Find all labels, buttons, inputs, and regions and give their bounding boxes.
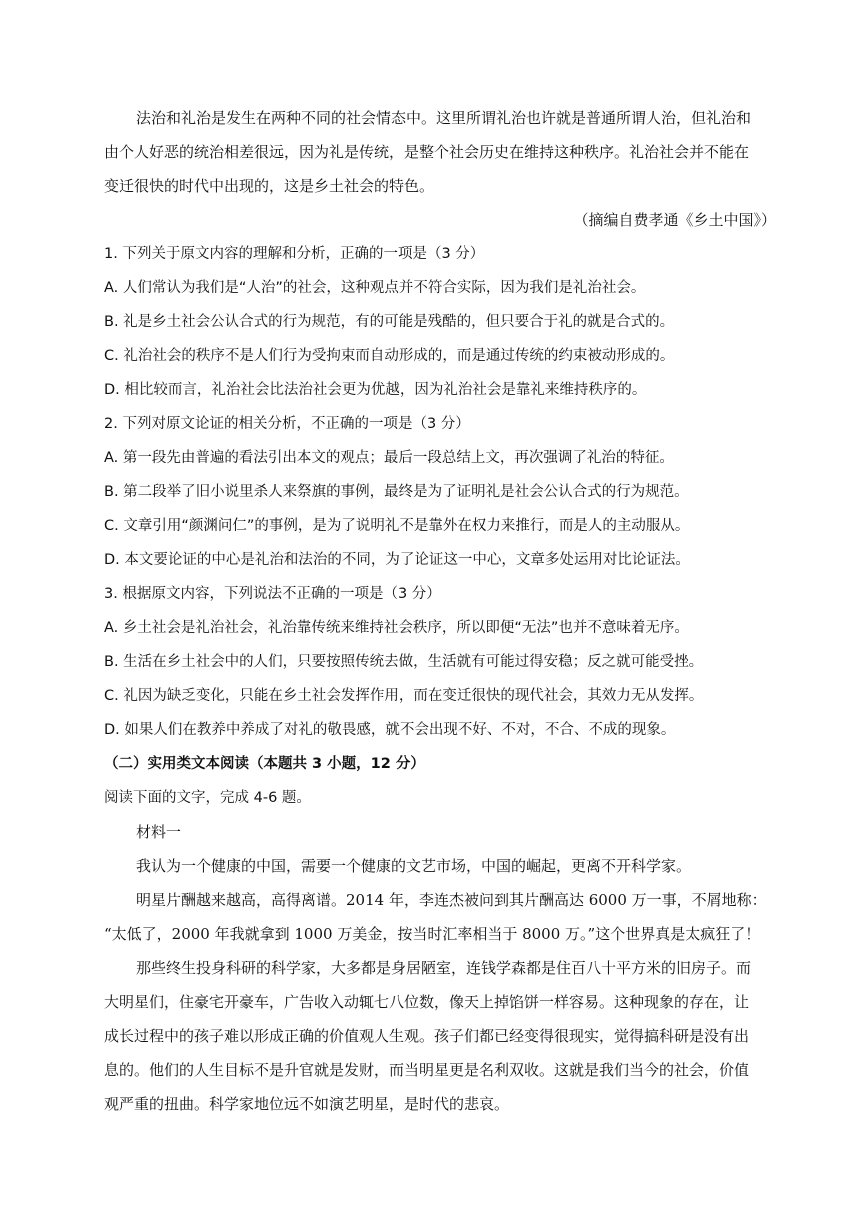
question-2-option-b: B. 第二段举了旧小说里杀人来祭旗的事例，最终是为了证明礼是社会公认合式的行为规范。 [104, 484, 689, 500]
question-2-option-a: A. 第一段先由普遍的看法引出本文的观点；最后一段总结上文，再次强调了礼治的特征。 [104, 450, 674, 466]
passage1-line: 法治和礼治是发生在两种不同的社会情态中。这里所谓礼治也许就是普通所谓人治，但礼治和 [136, 109, 752, 127]
question-1-option-a: A. 人们常认为我们是“人治”的社会，这种观点并不符合实际，因为我们是礼治社会。 [104, 280, 646, 296]
question-1-option-d: D. 相比较而言，礼治社会比法治社会更为优越，因为礼治社会是靠礼来维持秩序的。 [104, 382, 647, 398]
question-3-option-b: B. 生活在乡土社会中的人们，只要按照传统去做，生活就有可能过得安稳；反之就可能受挫。 [104, 654, 704, 670]
passage2-line: 明星片酬越来越高，高得离谱。2014 年，李连杰被问到其片酬高达 6000 万一事，不屑地称： [136, 891, 767, 909]
passage1-line: 由个人好恶的统治相差很远，因为礼是传统，是整个社会历史在维持这种秩序。礼治社会并不能在 [104, 143, 750, 161]
passage1-line: 变迁很快的时代中出现的，这是乡土社会的特色。 [104, 177, 435, 195]
question-3-option-a: A. 乡土社会是礼治社会，礼治靠传统来维持社会秩序，所以即便“无法”也并不意味着无序。 [104, 620, 689, 636]
question-2-option-d: D. 本文要论证的中心是礼治和法治的不同，为了论证这一中心，文章多处运用对比论证法。 [104, 552, 690, 568]
passage2-line: 我认为一个健康的中国，需要一个健康的文艺市场，中国的崛起，更离不开科学家。 [136, 857, 692, 875]
source-citation: （摘编自费孝通《乡土中国》） [573, 211, 776, 229]
passage2-line: 息的。他们的人生目标不是升官就是发财，而当明星更是名利双收。这就是我们当今的社会，价值 [104, 1061, 750, 1079]
question-2-stem: 2. 下列对原文论证的相关分析，不正确的一项是（3 分） [104, 416, 470, 432]
question-3-option-c: C. 礼因为缺乏变化，只能在乡土社会发挥作用，而在变迁很快的现代社会，其效力无从发挥。 [104, 688, 704, 704]
question-1-option-b: B. 礼是乡土社会公认合式的行为规范，有的可能是残酷的，但只要合于礼的就是合式的。 [104, 314, 675, 330]
passage2-line: 成长过程中的孩子难以形成正确的价值观人生观。孩子们都已经变得很现实，觉得搞科研是没有出 [104, 1027, 750, 1045]
question-3-stem: 3. 根据原文内容，下列说法不正确的一项是（3 分） [104, 586, 441, 602]
passage2-line: 观严重的扭曲。科学家地位远不如演艺明星，是时代的悲哀。 [104, 1095, 510, 1113]
passage2-line: 大明星们，住豪宅开豪车，广告收入动辄七八位数，像天上掉馅饼一样容易。这种现象的存在，让 [104, 993, 750, 1011]
instruction-text: 阅读下面的文字，完成 4-6 题。 [104, 790, 311, 806]
section-heading: （二）实用类文本阅读（本题共 3 小题，12 分） [104, 756, 425, 772]
question-1-stem: 1. 下列关于原文内容的理解和分析，正确的一项是（3 分） [104, 246, 485, 262]
passage2-line: “太低了，2000 年我就拿到 1000 万美金，按当时汇率相当于 8000 万。”这个世界真是太疯狂了！ [104, 925, 761, 943]
material-label: 材料一 [136, 823, 182, 841]
question-1-option-c: C. 礼治社会的秩序不是人们行为受拘束而自动形成的，而是通过传统的约束被动形成的。 [104, 348, 675, 364]
question-3-option-d: D. 如果人们在教养中养成了对礼的敬畏感，就不会出现不好、不对，不合、不成的现象。 [104, 722, 676, 738]
passage2-line: 那些终生投身科研的科学家，大多都是身居陋室，连钱学森都是住百八十平方米的旧房子。而 [136, 959, 752, 977]
question-2-option-c: C. 文章引用“颜渊问仁”的事例，是为了说明礼不是靠外在权力来推行，而是人的主动服从。 [104, 518, 690, 534]
